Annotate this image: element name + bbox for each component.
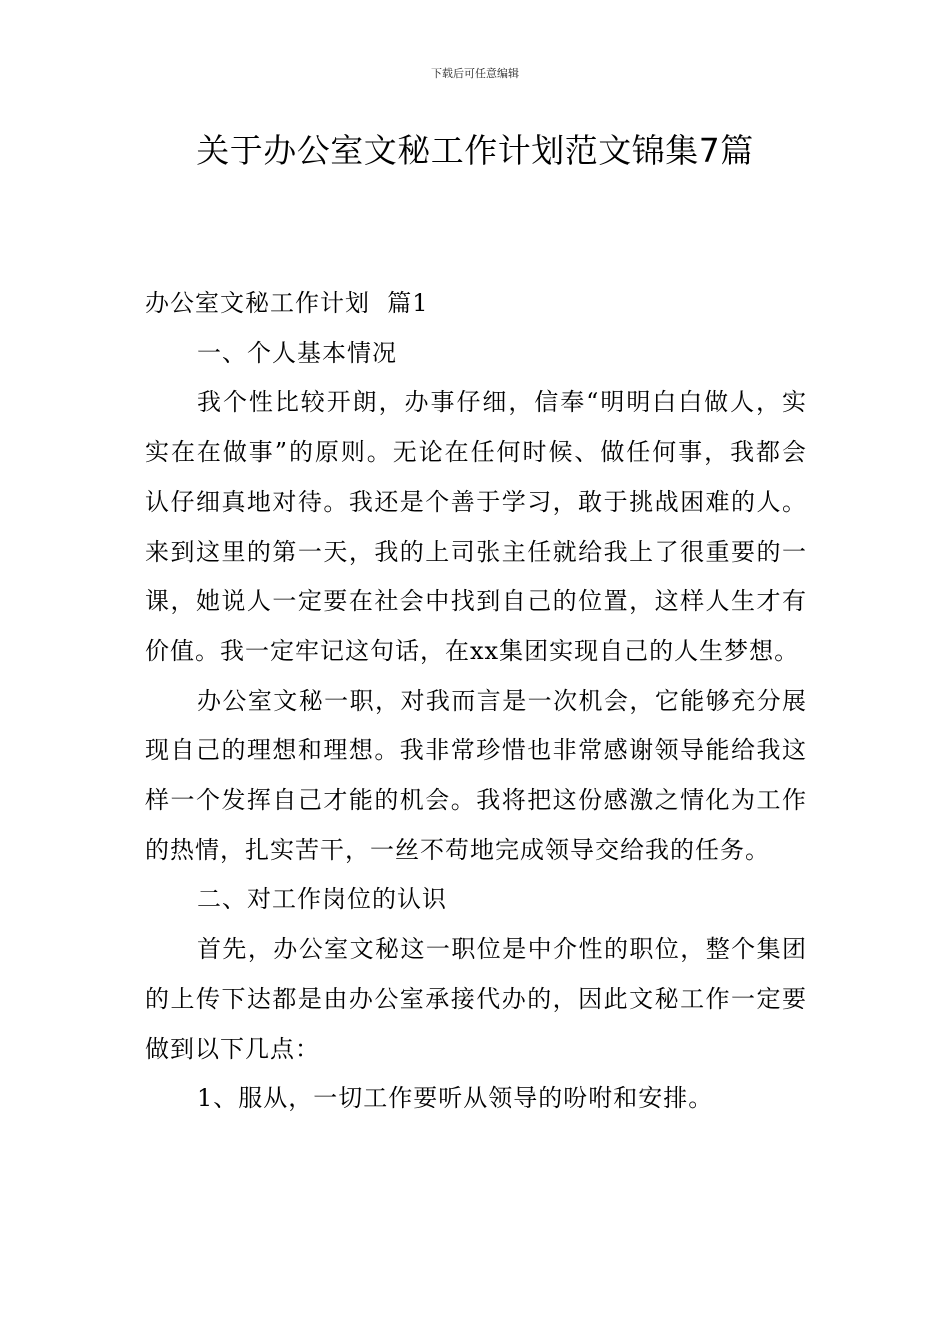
paragraph-job-understanding: 首先，办公室文秘这一职位是中介性的职位，整个集团的上传下达都是由办公室承接代办的，因此文秘工作一定要做到以下几点： bbox=[145, 935, 807, 1063]
paragraph-personal-info: 我个性比较开朗，办事仔细，信奉“明明白白做人，实实在在做事”的原则。无论在任何时候、做任何事，我都会认仔细真地对待。我还是个善于学习，敢于挑战困难的人。来到这里的第一天，我的上司张主任就给我上了很重要的一课，她说人一定要在社会中找到自己的位置，这样人生才有价值。我一定牢记这句话，在xx集团实现自己的人生梦想。 bbox=[145, 388, 807, 665]
paragraph-opportunity: 办公室文秘一职，对我而言是一次机会，它能够充分展现自己的理想和理想。我非常珍惜也非常感谢领导能给我这样一个发挥自己才能的机会。我将把这份感激之情化为工作的热情，扎实苦干，一丝不苟地完成领导交给我的任务。 bbox=[145, 686, 807, 864]
document-title: 关于办公室文秘工作计划范文锦集7篇 bbox=[196, 131, 754, 170]
header-note: 下载后可任意编辑 bbox=[431, 67, 519, 80]
section-title: 办公室文秘工作计划 篇1 bbox=[145, 289, 429, 317]
list-item-obey: 1、服从，一切工作要听从领导的吩咐和安排。 bbox=[197, 1084, 714, 1113]
heading-job-understanding: 二、对工作岗位的认识 bbox=[197, 885, 447, 914]
document-body bbox=[145, 279, 807, 1124]
heading-personal-info: 一、个人基本情况 bbox=[197, 338, 397, 367]
